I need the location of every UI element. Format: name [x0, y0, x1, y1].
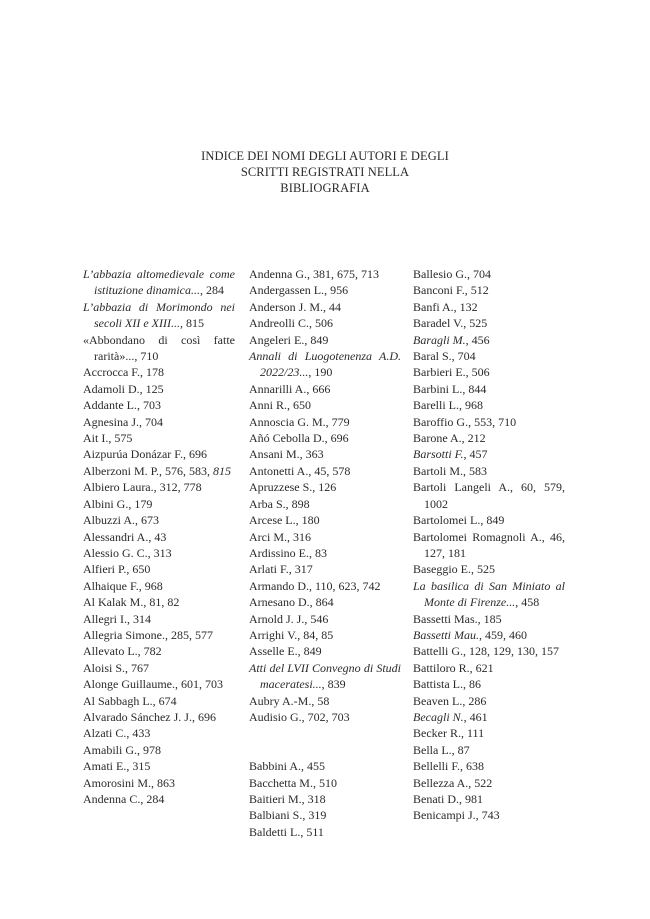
- index-entry: [249, 463, 401, 479]
- index-entry: [413, 627, 565, 643]
- index-entry-text: Alessandri A., 43: [83, 529, 167, 544]
- index-entry: [413, 758, 565, 774]
- index-entry-text: Balbiani S., 319: [249, 808, 327, 823]
- index-entry: [249, 397, 401, 413]
- index-entry: [413, 709, 565, 725]
- index-entry-text: Annoscia G. M., 779: [249, 414, 350, 429]
- index-entry: [413, 332, 565, 348]
- index-entry: [83, 775, 235, 791]
- index-entry: [413, 479, 565, 512]
- index-entry: [83, 430, 235, 446]
- index-entry: [249, 709, 401, 725]
- index-entry: [413, 446, 565, 462]
- index-entry: [83, 791, 235, 807]
- index-entry-text: Andenna G., 381, 675, 713: [249, 267, 379, 281]
- index-entry-text: Benati D., 981: [413, 792, 483, 806]
- index-entry-text: Barbieri E., 506: [413, 365, 490, 380]
- index-entry: [249, 578, 401, 594]
- index-entry-text: Amati E., 315: [83, 759, 151, 774]
- index-entry: [413, 611, 565, 627]
- index-column-3: [413, 266, 565, 824]
- index-entry-italic-text: L’abbazia altomedievale come istituzione dinamica...: [83, 267, 235, 298]
- index-entry-italic-text: Baragli M.: [413, 332, 466, 347]
- page-title: [0, 148, 650, 196]
- index-entry: [83, 529, 235, 545]
- index-entry: [83, 594, 235, 610]
- index-entry-text: Baseggio E., 525: [413, 562, 495, 577]
- index-entry-italic-text: Barsotti F.: [413, 447, 464, 462]
- index-entry-text: , 284: [200, 283, 224, 298]
- index-entry-italic-text: Becagli N.: [413, 709, 464, 724]
- index-entry-text: Alfieri P., 650: [83, 562, 151, 577]
- index-entry-italic-text: La basilica di San Miniato al Monte di Firenze...: [413, 578, 565, 610]
- index-entry-text: Annarilli A., 666: [249, 381, 331, 396]
- index-entry-text: Barelli L., 968: [413, 398, 483, 413]
- index-entry-text: Beaven L., 286: [413, 693, 487, 708]
- index-entry: [83, 463, 235, 479]
- index-entry-text: Armando D., 110, 623, 742: [249, 578, 381, 593]
- index-entry-italic-text: Annali di Luogotenenza A.D. 2022/23...: [249, 349, 401, 380]
- index-entry: [249, 332, 401, 348]
- index-entry-text: Baldetti L., 511: [249, 824, 324, 839]
- index-entry-text: Adamoli D., 125: [83, 381, 164, 396]
- index-entry-text: , 461: [463, 709, 488, 724]
- index-entry: [249, 446, 401, 462]
- index-entry-text: Arnold J. J., 546: [249, 611, 329, 626]
- index-entry-text: Babbini A., 455: [249, 759, 326, 774]
- index-entry-text: , 456: [465, 332, 490, 347]
- index-entry: [83, 742, 235, 758]
- index-entry: [413, 578, 565, 611]
- index-entry: [413, 693, 565, 709]
- index-entry-text: Bellelli F., 638: [413, 759, 485, 774]
- index-entry-text: Barone A., 212: [413, 431, 486, 446]
- index-entry: [249, 758, 401, 774]
- index-entry: [249, 775, 401, 791]
- index-entry-text: Bella L., 87: [413, 742, 470, 757]
- index-entry-text: Aloisi S., 767: [83, 660, 150, 675]
- index-entry-text: Bacchetta M., 510: [249, 775, 337, 790]
- index-entry-text: Bartolomei L., 849: [413, 513, 505, 528]
- index-entry: [83, 446, 235, 462]
- index-entry: [249, 315, 401, 331]
- index-entry-text: Ballesio G., 704: [413, 267, 491, 281]
- index-entry: [413, 299, 565, 315]
- index-entry: [249, 807, 401, 823]
- index-entry: [83, 709, 235, 725]
- index-entry: [83, 725, 235, 741]
- index-entry: [83, 299, 235, 332]
- index-entry: [83, 545, 235, 561]
- index-entry-italic-text: Bassetti Mau.: [413, 627, 479, 642]
- index-entry-text: Al Sabbagh L., 674: [83, 693, 177, 708]
- index-entry: [249, 545, 401, 561]
- index-entry-text: Bartoli Langeli A., 60, 579, 1002: [413, 480, 565, 511]
- index-entry: [249, 414, 401, 430]
- index-entry: [249, 266, 401, 282]
- index-entry-text: , 815: [179, 316, 204, 331]
- index-entry-text: Asselle E., 849: [249, 644, 322, 659]
- index-entry: [413, 791, 565, 807]
- index-entry-text: Allegria Simone., 285, 577: [83, 627, 213, 642]
- index-entry-text: Allevato L., 782: [83, 644, 162, 659]
- index-entry: [249, 529, 401, 545]
- index-entry: [83, 414, 235, 430]
- index-entry-text: Alonge Guillaume., 601, 703: [83, 677, 223, 692]
- index-entry-text: Battelli G., 128, 129, 130, 157: [413, 644, 559, 659]
- index-entry-text: Baradel V., 525: [413, 316, 488, 331]
- index-entry-text: Becker R., 111: [413, 726, 485, 741]
- index-entry-text: Ansani M., 363: [249, 447, 324, 462]
- index-entry-text: Allegri I., 314: [83, 611, 151, 626]
- index-entry: [83, 512, 235, 528]
- index-entry: [249, 479, 401, 495]
- index-entry: [83, 693, 235, 709]
- index-entry-text: Antonetti A., 45, 578: [249, 463, 351, 478]
- index-entry-italic-text: 815: [213, 463, 231, 478]
- index-entry-text: Andenna C., 284: [83, 792, 165, 806]
- index-entry: [83, 578, 235, 594]
- index-entry: [413, 660, 565, 676]
- index-entry: [413, 266, 565, 282]
- index-entry: [413, 364, 565, 380]
- index-entry-text: , 457: [463, 447, 488, 462]
- index-entry: [83, 676, 235, 692]
- index-entry: [83, 479, 235, 495]
- index-entry: [413, 414, 565, 430]
- index-entry-text: Barbini L., 844: [413, 381, 487, 396]
- index-entry: [413, 348, 565, 364]
- index-entry: [83, 364, 235, 380]
- index-entry-text: Bartolomei Romagnoli A., 46, 127, 181: [413, 529, 565, 560]
- index-entry: [249, 282, 401, 298]
- index-entry-text: Benicampi J., 743: [413, 808, 500, 823]
- index-entry: [83, 643, 235, 659]
- index-entry: [413, 397, 565, 413]
- index-entry-text: Arba S., 898: [249, 496, 310, 511]
- index-entry-text: Arrighi V., 84, 85: [249, 627, 334, 642]
- index-entry: [413, 315, 565, 331]
- index-entry-text: Apruzzese S., 126: [249, 480, 337, 495]
- index-entry: [413, 430, 565, 446]
- title-line-3: BIBLIOGRAFIA: [280, 181, 370, 195]
- index-entry: [413, 529, 565, 562]
- index-entry-text: Al Kalak M., 81, 82: [83, 595, 180, 610]
- index-entry-text: Ardissino E., 83: [249, 545, 327, 560]
- index-entry-text: Alberzoni M. P., 576, 583,: [83, 463, 213, 478]
- index-entry-text: Alhaique F., 968: [83, 578, 163, 593]
- index-entry-text: Baroffio G., 553, 710: [413, 414, 517, 429]
- index-entry: [413, 282, 565, 298]
- index-entry-italic-text: Atti del LVII Convegno di Studi maceratesi...: [249, 660, 401, 692]
- index-entry-text: Bellezza A., 522: [413, 775, 493, 790]
- index-entry: [249, 791, 401, 807]
- index-entry: [249, 660, 401, 693]
- index-entry-text: Albiero Laura., 312, 778: [83, 480, 202, 495]
- index-entry-text: Albini G., 179: [83, 496, 153, 511]
- index-entry-text: Aubry A.-M., 58: [249, 693, 330, 708]
- index-entry-text: Albuzzi A., 673: [83, 513, 159, 528]
- index-entry-text: , 839: [321, 677, 346, 692]
- index-entry: [83, 332, 235, 365]
- index-entry: [249, 693, 401, 709]
- index-entry-text: Anderson J. M., 44: [249, 299, 341, 314]
- index-entry: [249, 594, 401, 610]
- index-entry-text: Ait I., 575: [83, 431, 133, 446]
- index-entry-text: Alzati C., 433: [83, 726, 151, 741]
- index-entry-text: Amorosini M., 863: [83, 775, 176, 790]
- index-entry: [249, 561, 401, 577]
- index-entry-text: Andreolli C., 506: [249, 316, 333, 331]
- index-column-1: [83, 266, 235, 807]
- index-entry: [83, 397, 235, 413]
- index-entry-text: «Abbondano di così fatte rarità»..., 710: [83, 332, 235, 364]
- index-entry-text: Bassetti Mas., 185: [413, 611, 502, 626]
- index-entry: [83, 561, 235, 577]
- index-entry-text: Arcese L., 180: [249, 513, 320, 528]
- index-entry: [249, 611, 401, 627]
- index-entry: [413, 775, 565, 791]
- index-entry: [413, 742, 565, 758]
- index-entry: [249, 512, 401, 528]
- index-entry-text: Andergassen L., 956: [249, 283, 349, 298]
- index-entry: [249, 299, 401, 315]
- index-entry: [83, 627, 235, 643]
- letter-group-gap: [249, 725, 401, 758]
- index-entry-text: , 458: [515, 595, 540, 610]
- index-entry-text: Aizpurúa Donázar F., 696: [83, 447, 208, 462]
- index-entry-text: , 459, 460: [479, 627, 527, 642]
- index-entry-text: Audisio G., 702, 703: [249, 709, 350, 724]
- index-entry-text: Addante L., 703: [83, 398, 161, 413]
- index-entry-text: Battiloro R., 621: [413, 660, 494, 675]
- index-entry: [413, 381, 565, 397]
- index-entry: [249, 496, 401, 512]
- index-entry: [413, 463, 565, 479]
- index-entry-text: Alessio G. C., 313: [83, 545, 172, 560]
- index-column-2: [249, 266, 401, 840]
- index-entry-text: Banfi A., 132: [413, 299, 478, 314]
- index-entry-text: Bartoli M., 583: [413, 463, 487, 478]
- index-entry: [249, 381, 401, 397]
- index-entry-text: Accrocca F., 178: [83, 365, 165, 380]
- index-entry-text: , 190: [308, 365, 333, 380]
- index-entry: [83, 266, 235, 299]
- title-line-1: INDICE DEI NOMI DEGLI AUTORI E DEGLI: [201, 149, 449, 163]
- index-entry-text: Amabili G., 978: [83, 742, 161, 757]
- index-entry-text: Agnesina J., 704: [83, 414, 163, 429]
- index-entry: [413, 561, 565, 577]
- index-entry-text: Añó Cebolla D., 696: [249, 431, 349, 446]
- index-entry: [413, 725, 565, 741]
- index-entry: [413, 807, 565, 823]
- index-entry-text: Anni R., 650: [249, 398, 312, 413]
- index-entry: [249, 643, 401, 659]
- index-entry: [249, 348, 401, 381]
- index-entry: [413, 643, 565, 659]
- index-entry-text: Arlati F., 317: [249, 562, 313, 577]
- index-entry: [413, 676, 565, 692]
- index-entry-text: Arci M., 316: [249, 529, 311, 544]
- index-entry-text: Banconi F., 512: [413, 283, 489, 298]
- index-entry: [83, 758, 235, 774]
- index-entry: [83, 496, 235, 512]
- index-entry: [249, 430, 401, 446]
- index-entry: [413, 512, 565, 528]
- index-entry: [83, 660, 235, 676]
- index-entry-text: Baitieri M., 318: [249, 791, 326, 806]
- title-line-2: SCRITTI REGISTRATI NELLA: [240, 165, 410, 179]
- index-entry: [83, 611, 235, 627]
- index-entry: [249, 627, 401, 643]
- index-entry: [83, 381, 235, 397]
- index-entry-text: Battista L., 86: [413, 677, 481, 692]
- index-entry-text: Baral S., 704: [413, 349, 476, 364]
- index-entry: [249, 824, 401, 840]
- index-entry-text: Arnesano D., 864: [249, 595, 334, 610]
- index-entry-text: Angeleri E., 849: [249, 332, 329, 347]
- index-entry-text: Alvarado Sánchez J. J., 696: [83, 709, 216, 724]
- index-entry-italic-text: L’abbazia di Morimondo nei secoli XII e XIII...: [83, 299, 235, 331]
